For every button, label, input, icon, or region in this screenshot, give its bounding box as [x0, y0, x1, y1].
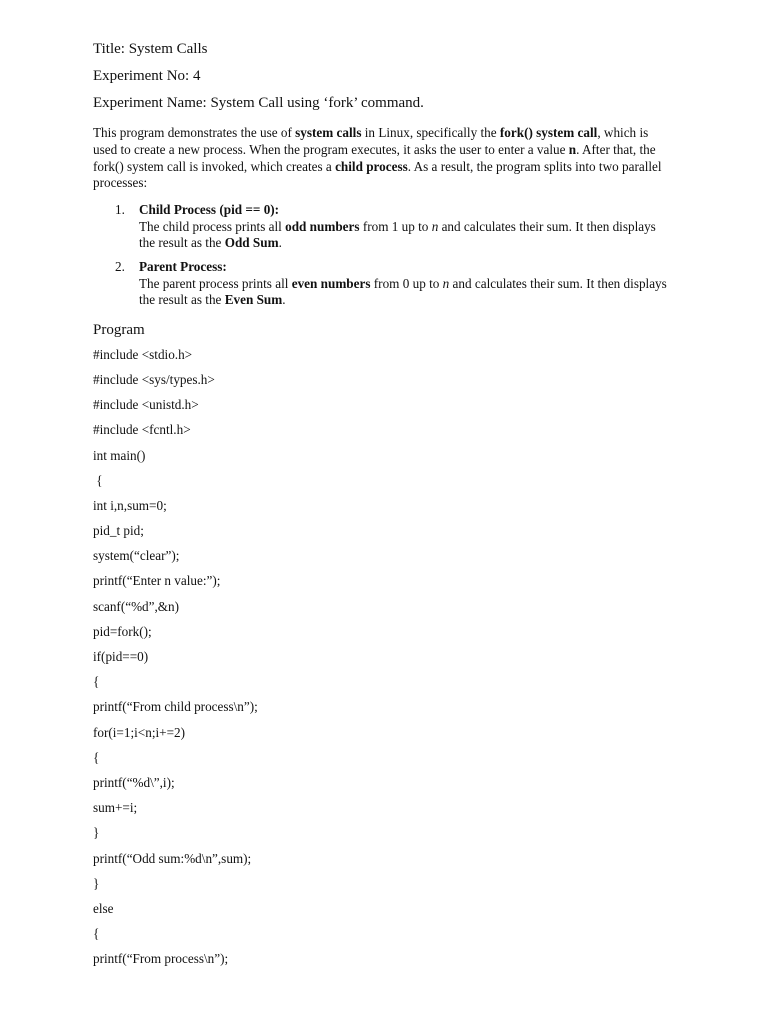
- list-item-child-process: [93, 202, 673, 252]
- code-line: #include <fcntl.h>: [93, 422, 191, 438]
- code-line: if(pid==0): [93, 649, 149, 664]
- list-number: 2.: [115, 258, 125, 274]
- code-line: {: [93, 749, 100, 765]
- code-listing: [93, 346, 673, 976]
- code-line: }: [93, 825, 100, 841]
- process-list: [93, 202, 673, 309]
- code-line: printf(“Enter n value:”);: [93, 573, 221, 589]
- list-item-text: The child process prints all odd numbers from 1 up to n and calculates their sum. It then displays the result as the Odd Sum.: [139, 218, 656, 251]
- list-item-title: Child Process (pid == 0):: [139, 202, 280, 218]
- code-line: printf(“%d\”,i);: [93, 774, 175, 790]
- code-line: }: [93, 875, 100, 891]
- code-line: {: [93, 926, 100, 942]
- code-line: int main(): [93, 447, 146, 463]
- code-line: printf(“From process\n”);: [93, 951, 229, 967]
- document-title: Title: System Calls: [93, 41, 208, 57]
- list-item-parent-process: [93, 259, 673, 309]
- code-line: printf(“From child process\n”);: [93, 699, 258, 715]
- code-line: #include <sys/types.h>: [93, 371, 215, 387]
- list-item-text: The parent process prints all even numbers from 0 up to n and calculates their sum. It then displays the result as the Even Sum.: [139, 275, 667, 308]
- list-number: 1.: [115, 202, 125, 218]
- experiment-name: Experiment Name: System Call using ‘fork’ command.: [93, 95, 424, 111]
- document-page: [93, 40, 673, 975]
- code-line: #include <stdio.h>: [93, 346, 193, 362]
- experiment-number: Experiment No: 4: [93, 68, 201, 84]
- intro-paragraph: This program demonstrates the use of system calls in Linux, specifically the fork() system call, which is used to create a new process. When the program executes, it asks the user to enter a value n. After that, the fork() system call is invoked, which creates a child process. As a result, the program splits into two parallel processes:: [93, 125, 662, 191]
- code-line: else: [93, 900, 114, 916]
- code-line: {: [93, 674, 100, 690]
- code-line: {: [93, 472, 103, 488]
- code-line: sum+=i;: [93, 800, 138, 816]
- program-heading: Program: [93, 321, 145, 338]
- code-line: for(i=1;i<n;i+=2): [93, 724, 186, 740]
- code-line: pid=fork();: [93, 623, 152, 639]
- list-item-title: Parent Process:: [139, 258, 227, 274]
- code-line: #include <unistd.h>: [93, 397, 199, 413]
- code-line: pid_t pid;: [93, 523, 144, 539]
- code-line: int i,n,sum=0;: [93, 497, 167, 513]
- code-line: system(“clear”);: [93, 548, 180, 564]
- code-line: scanf(“%d”,&n): [93, 598, 180, 614]
- code-line: printf(“Odd sum:%d\n”,sum);: [93, 850, 252, 866]
